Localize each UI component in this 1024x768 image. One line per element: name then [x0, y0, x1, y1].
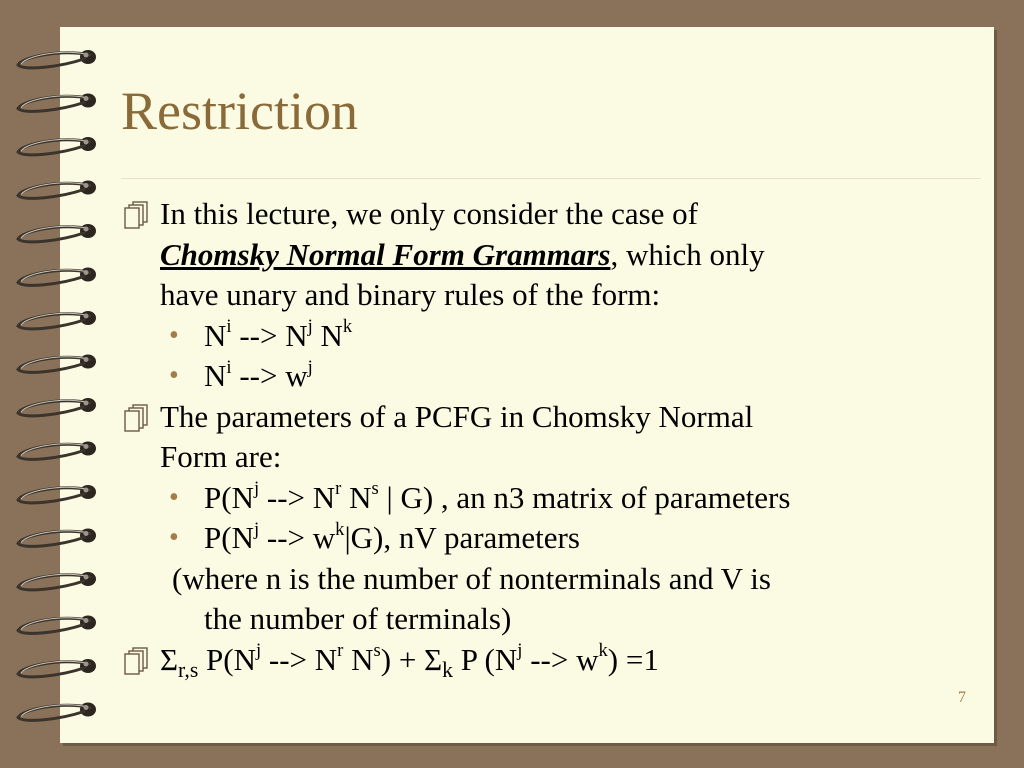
sup: j: [307, 316, 313, 338]
rule-1-part: --> N: [231, 317, 308, 353]
bullet-1: [122, 194, 982, 316]
title-divider: [121, 178, 981, 179]
sup: k: [598, 640, 608, 662]
eq-part: --> w: [522, 641, 599, 677]
param-2-part: P(N: [204, 520, 254, 555]
sub: r,s: [178, 657, 199, 682]
stacked-pages-icon: [122, 404, 152, 432]
sup: j: [307, 356, 313, 378]
rule-1-part: N: [204, 317, 227, 353]
stacked-pages-icon: [122, 201, 152, 229]
slide-title: Restriction: [121, 81, 358, 141]
bullet-1-text: In this lecture, we only consider the case of: [160, 196, 699, 231]
cnf-term: Chomsky Normal Form Grammars: [160, 236, 611, 272]
param-1-part: --> N: [259, 479, 336, 515]
param-1-part: P(N: [204, 479, 254, 515]
note-line-1: (where n is the number of nonterminals and V is: [172, 560, 771, 596]
spiral-ring-icon: [18, 659, 96, 677]
eq-part: P (N: [452, 641, 518, 677]
sub-bullet-dot: •: [169, 481, 179, 513]
spiral-ring-icon: [18, 137, 96, 155]
sup: i: [226, 356, 232, 378]
spiral-ring-icon: [18, 181, 96, 199]
bullet-1-text-3: have unary and binary rules of the form:: [160, 277, 661, 312]
spiral-binding: [0, 0, 110, 768]
rule-1-part: N: [312, 317, 343, 353]
bullet-2-text: The parameters of a PCFG in Chomsky Normal: [160, 398, 754, 434]
rule-2-part: --> w: [231, 358, 308, 393]
sup: j: [517, 640, 523, 662]
sup: k: [342, 316, 353, 338]
bullet-2: [122, 397, 982, 478]
param-1: [122, 478, 982, 519]
sub-bullet-dot: •: [169, 522, 179, 553]
spiral-ring-icon: [18, 703, 96, 721]
sub: k: [442, 657, 453, 682]
stacked-pages-icon: [122, 647, 152, 675]
sup: i: [226, 316, 232, 338]
bullet-2-text-2: Form are:: [160, 439, 282, 474]
sub-bullet-dot: •: [169, 360, 179, 391]
sup: k: [335, 518, 345, 540]
sup: j: [255, 640, 262, 662]
spiral-ring-icon: [18, 268, 96, 286]
sup: j: [253, 478, 260, 500]
spiral-ring-icon: [18, 442, 96, 460]
spiral-ring-icon: [18, 50, 96, 68]
eq-part: --> N: [261, 641, 338, 677]
param-1-part: N: [341, 479, 372, 515]
sup: r: [335, 478, 342, 500]
spiral-ring-icon: [18, 572, 96, 590]
page-number: 7: [958, 689, 966, 706]
param-1-part: | G) , an n3 matrix of parameters: [378, 479, 791, 515]
eq-part: ) =1: [607, 641, 659, 677]
spiral-ring-icon: [18, 398, 96, 416]
slide-body: [122, 194, 982, 680]
eq-part: ) + Σ: [380, 641, 443, 677]
spiral-ring-icon: [18, 485, 96, 503]
sup: s: [373, 640, 381, 662]
spiral-ring-icon: [18, 529, 96, 547]
sup: s: [371, 478, 379, 500]
spiral-ring-icon: [18, 355, 96, 373]
sigma: Σ: [160, 641, 179, 677]
rule-1: [122, 316, 982, 357]
sup: j: [253, 518, 260, 540]
param-2-part: --> w: [259, 520, 336, 555]
spiral-ring-icon: [18, 616, 96, 634]
param-2: [122, 518, 982, 559]
rule-2: [122, 356, 982, 397]
spiral-ring-icon: [18, 94, 96, 112]
eq-part: P(N: [198, 641, 256, 677]
sup: r: [337, 640, 344, 662]
bullet-1-text-2: , which only: [610, 236, 765, 272]
note-line-2: the number of terminals): [204, 601, 512, 636]
bullet-3: [122, 640, 982, 681]
param-2-part: |G), nV parameters: [344, 520, 580, 555]
rule-2-part: N: [204, 358, 227, 393]
eq-part: N: [343, 641, 374, 677]
spiral-ring-icon: [18, 311, 96, 329]
spiral-ring-icon: [18, 224, 96, 242]
sub-bullet-dot: •: [169, 319, 179, 351]
